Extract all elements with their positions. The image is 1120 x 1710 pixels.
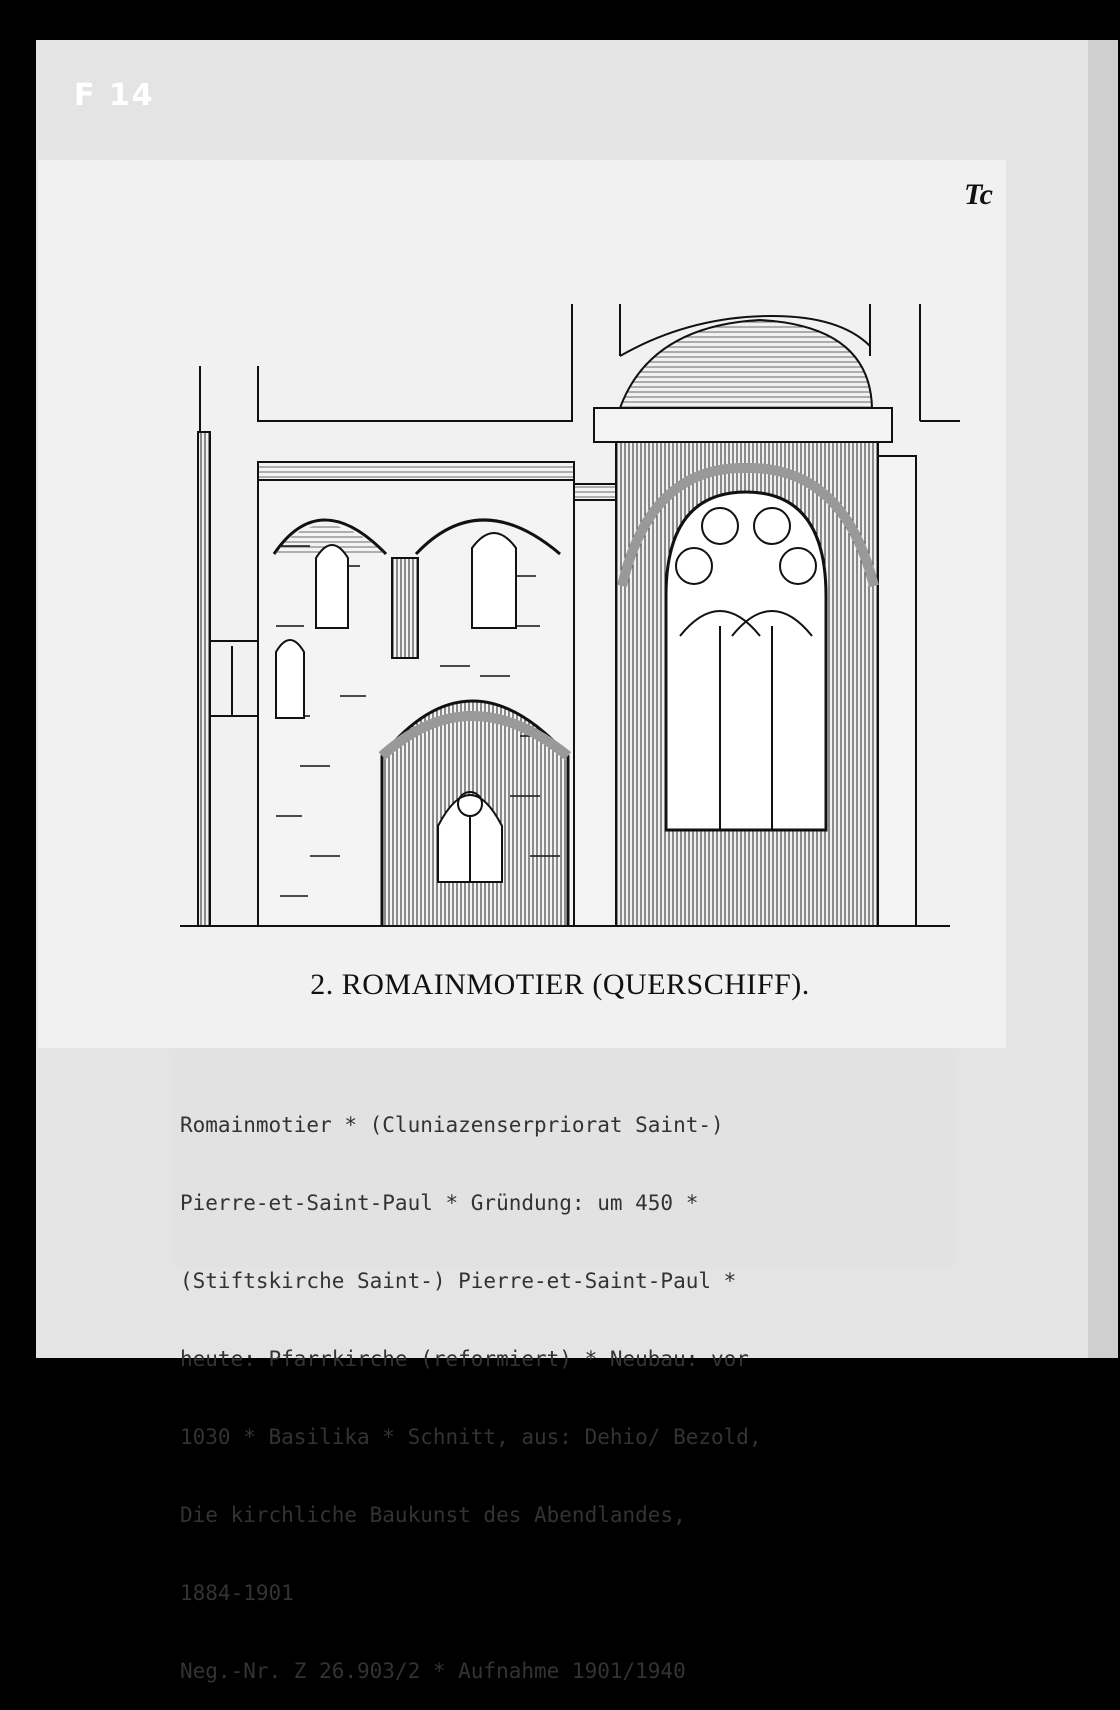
page-corner-text: Tc [964, 178, 993, 211]
label-line: 1884-1901 [180, 1581, 294, 1605]
figure-caption: 2. ROMAINMOTIER (QUERSCHIFF). [310, 968, 810, 1001]
label-line: (Stiftskirche Saint-) Pierre-et-Saint-Paul * [180, 1269, 737, 1293]
label-line: Romainmotier * (Cluniazenserpriorat Saint-) [180, 1113, 724, 1137]
label-line: Pierre-et-Saint-Paul * Gründung: um 450 * [180, 1191, 699, 1215]
film-mark: F 14 [74, 78, 155, 113]
architectural-section-drawing [180, 296, 960, 936]
mount-edge [1088, 40, 1118, 1358]
label-line: Die kirchliche Baukunst des Abendlandes, [180, 1503, 686, 1527]
label-line: 1030 * Basilika * Schnitt, aus: Dehio/ Bezold, [180, 1425, 762, 1449]
label-line: heute: Pfarrkirche (reformiert) * Neubau: vor [180, 1347, 749, 1371]
label-line: Neg.-Nr. Z 26.903/2 * Aufnahme 1901/1940 [180, 1659, 686, 1683]
archive-label-text [180, 1060, 762, 1710]
